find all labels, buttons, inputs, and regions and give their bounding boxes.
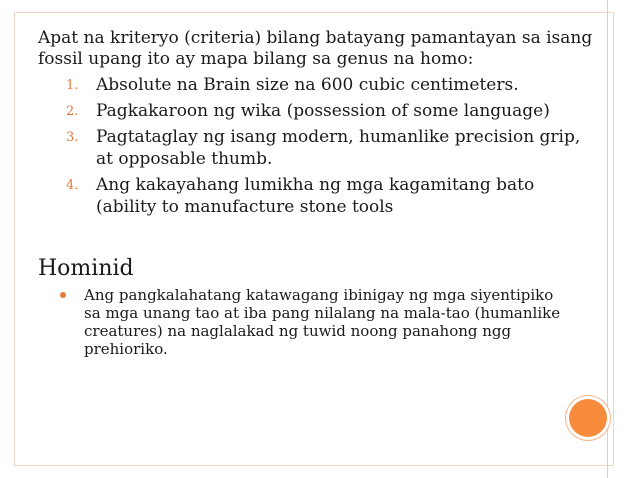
section-heading: Hominid: [38, 256, 134, 281]
criteria-number: 1.: [66, 78, 79, 93]
criteria-number: 2.: [66, 104, 79, 119]
criteria-item: [38, 126, 598, 170]
bullet-item: [38, 286, 574, 358]
bullet-dot-icon: [60, 292, 66, 298]
criteria-item: [38, 74, 598, 96]
criteria-item: [38, 100, 598, 122]
right-divider: [607, 0, 608, 478]
accent-circle-decoration: [569, 399, 607, 437]
criteria-text: Absolute na Brain size na 600 cubic centimeters.: [96, 75, 519, 95]
bullet-text: Ang pangkalahatang katawagang ibinigay ng mga siyentipiko sa mga unang tao at iba pang nilalang na mala-tao (humanlike creatures) na naglalakad ng tuwid noong panahong ngg prehioriko.: [84, 286, 561, 358]
slide-content: [38, 28, 598, 358]
criteria-number: 3.: [66, 130, 79, 145]
intro-paragraph: Apat na kriteryo (criteria) bilang batayang pamantayan sa isang fossil upang ito ay mapa bilang sa genus na homo:: [38, 28, 593, 69]
criteria-text: Pagtataglay ng isang modern, humanlike precision grip, at opposable thumb.: [96, 127, 581, 169]
criteria-item: [38, 174, 598, 218]
criteria-number: 4.: [66, 178, 79, 193]
criteria-text: Pagkakaroon ng wika (possession of some language): [96, 101, 550, 121]
criteria-text: Ang kakayahang lumikha ng mga kagamitang bato (ability to manufacture stone tools: [96, 175, 535, 217]
criteria-list: [38, 74, 598, 218]
